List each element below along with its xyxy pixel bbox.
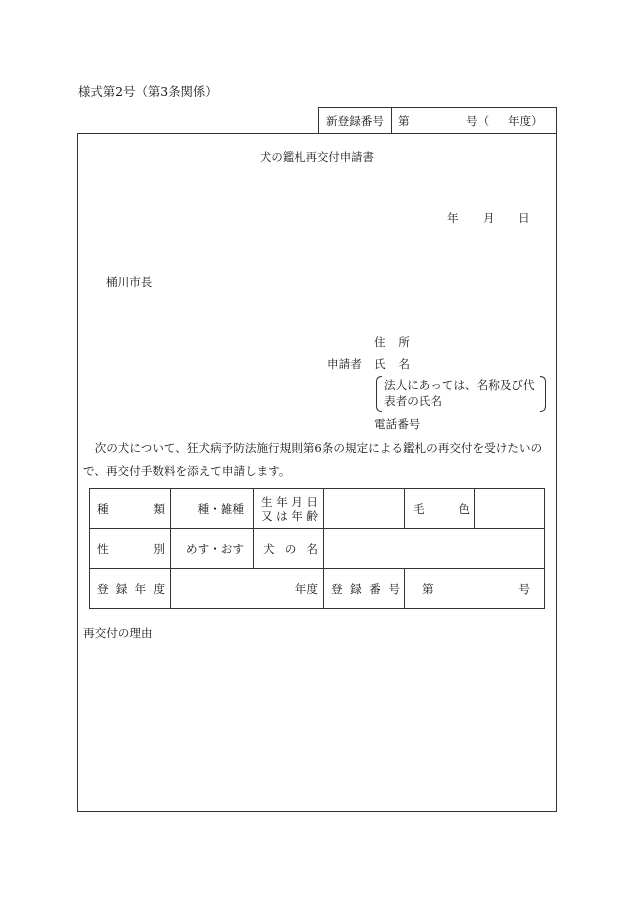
applicant-address-label: 住所 (374, 335, 410, 349)
sex-options-cell (171, 529, 254, 569)
dog-name-label: 犬の名 (263, 541, 318, 556)
registration-year-label-cell (90, 569, 171, 609)
table-row (90, 529, 545, 569)
birth-value-cell (324, 489, 405, 529)
sex-label: 性別 (97, 541, 165, 556)
new-registration-number-prefix: 第 (398, 114, 410, 128)
breed-options: 種・雑種 (197, 501, 244, 516)
left-bracket (375, 376, 383, 412)
form-number: 様式第2号（第3条関係） (78, 84, 218, 99)
sex-label-cell (90, 529, 171, 569)
new-registration-number-suffix: 号（ (466, 114, 490, 128)
date-month-label: 月 (483, 211, 495, 225)
statement-line-1: 次の犬について、狂犬病予防法施行規則第6条の規定による鑑札の再交付を受けたいの (94, 441, 543, 455)
registration-number-label: 登録番号 (331, 581, 400, 596)
statement-line-2: で、再交付手数料を添えて申請します。 (83, 464, 291, 478)
applicant-role-label: 申請者 (327, 357, 362, 371)
registration-year-suffix: 年度 (294, 581, 318, 596)
coat-color-label-cell (405, 489, 475, 529)
corporate-note-line-1: 法人にあっては、名称及び代 (384, 378, 535, 392)
page-title: 犬の鑑札再交付申請書 (260, 150, 374, 164)
registration-number-value (422, 582, 530, 596)
new-registration-year-suffix: 年度） (508, 114, 543, 128)
new-registration-box (318, 107, 557, 134)
corporate-note (384, 377, 535, 409)
date-year-label: 年 (447, 211, 459, 225)
applicant-name-label: 氏名 (374, 357, 410, 371)
reissue-reason-label: 再交付の理由 (83, 626, 153, 640)
birth-label-line-2: 又は年齢 (261, 508, 318, 523)
registration-number-value-cell (405, 569, 545, 609)
right-bracket (539, 376, 547, 412)
statement-paragraph (83, 437, 542, 483)
type-label-cell (90, 489, 171, 529)
table-row (90, 489, 545, 529)
application-form-frame (77, 133, 557, 812)
dog-name-label-cell (254, 529, 324, 569)
registration-number-label-cell (324, 569, 405, 609)
breed-options-cell (171, 489, 254, 529)
registration-number-suffix: 号 (518, 581, 530, 596)
new-registration-value-cell (392, 108, 556, 134)
registration-number-prefix: 第 (422, 581, 434, 596)
new-registration-label: 新登録番号 (326, 114, 384, 128)
dog-name-value-cell (324, 529, 545, 569)
corporate-note-line-2: 表者の氏名 (384, 394, 442, 408)
dog-info-table (89, 488, 545, 609)
birth-label-line-1: 生年月日 (261, 494, 318, 509)
sex-options: めす・おす (186, 541, 244, 556)
table-row (90, 569, 545, 609)
applicant-phone-label: 電話番号 (374, 417, 421, 431)
type-label: 種類 (97, 501, 165, 516)
coat-color-value-cell (475, 489, 545, 529)
birth-label-cell (254, 489, 324, 529)
addressee: 桶川市長 (106, 275, 153, 289)
registration-year-value-cell (171, 569, 324, 609)
date-day-label: 日 (518, 211, 530, 225)
new-registration-label-cell (319, 108, 392, 134)
coat-color-label: 毛色 (413, 501, 470, 516)
registration-year-label: 登録年度 (97, 581, 165, 596)
